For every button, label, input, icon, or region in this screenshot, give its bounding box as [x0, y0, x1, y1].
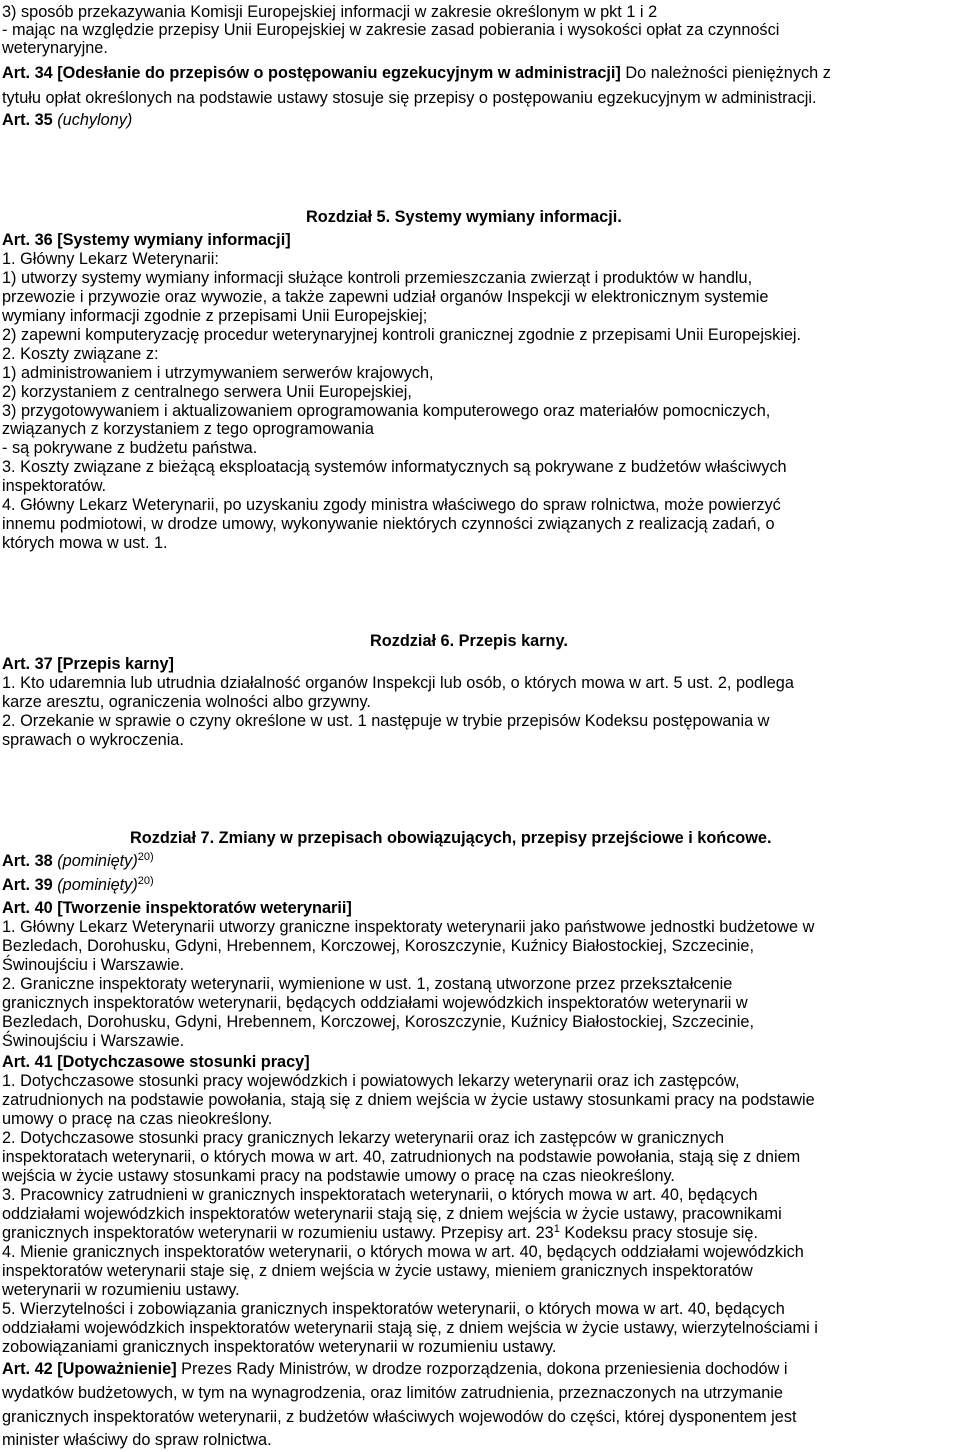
art38-footnote-ref: 20) — [137, 851, 154, 863]
art36-line: 1. Główny Lekarz Weterynarii: — [2, 250, 219, 268]
art37-heading: Art. 37 [Przepis karny] — [2, 655, 174, 673]
chapter7-heading: Rozdział 7. Zmiany w przepisach obowiązujących, przepisy przejściowe i końcowe. — [130, 829, 772, 847]
art40-line: granicznych inspektoratów weterynarii, będących oddziałami wojewódzkich inspektoratów weterynarii w — [2, 994, 748, 1012]
art41-line: 2. Dotychczasowe stosunki pracy granicznych lekarzy weterynarii oraz ich zastępców w granicznych — [2, 1129, 725, 1147]
art42-title: [Upoważnienie] — [57, 1360, 177, 1378]
art41-line — [2, 1223, 758, 1243]
art36-line: przewozie i przywozie oraz wywozie, a także zapewni udział organów Inspekcji w elektronicznym systemie — [2, 288, 769, 306]
art42-number: Art. 42 — [2, 1360, 53, 1378]
art36-line: inspektoratów. — [2, 477, 107, 495]
art41-line: inspektoratach weterynarii, o których mowa w art. 40, zatrudnionych na podstawie powołania, stają się z dniem — [2, 1148, 801, 1166]
art34-text: Do należności pieniężnych z — [625, 64, 831, 82]
art41-line: inspektoratów weterynarii staje się, z dniem wejścia w życie ustawy, mieniem granicznych inspektoratów — [2, 1262, 753, 1280]
art38-note: (pominięty) — [57, 852, 138, 870]
art37-line: 2. Orzekanie w sprawie o czyny określone w ust. 1 następuje w trybie przepisów Kodeksu postępowania w — [2, 712, 770, 730]
art42-line: minister właściwy do spraw rolnictwa. — [2, 1431, 272, 1449]
art38-line — [2, 851, 154, 871]
art36-line: 4. Główny Lekarz Weterynarii, po uzyskaniu zgody ministra właściwego do spraw rolnictwa, może powierzyć — [2, 496, 781, 514]
art41-line: 3. Pracownicy zatrudnieni w granicznych inspektoratach weterynarii, o których mowa w art. 40, będących — [2, 1186, 758, 1204]
art41-line: zobowiązaniami granicznych inspektoratów weterynarii w rozumieniu ustawy. — [2, 1338, 557, 1356]
art33-dash-line: - mając na względzie przepisy Unii Europejskiej w zakresie zasad pobierania i wysokości opłat za czynności — [2, 21, 780, 39]
art36-line: 1) utworzy systemy wymiany informacji służące kontroli przemieszczania zwierząt i produktów w handlu, — [2, 269, 753, 287]
art41-superscript: 1 — [553, 1223, 560, 1235]
art36-line: 2) korzystaniem z centralnego serwera Unii Europejskiej, — [2, 383, 412, 401]
art33-dash-line-cont: weterynaryjne. — [2, 39, 108, 57]
art36-line: - są pokrywane z budżetu państwa. — [2, 439, 258, 457]
art36-line: 2. Koszty związane z: — [2, 345, 159, 363]
art36-line: 3) przygotowywaniem i aktualizowaniem oprogramowania komputerowego oraz materiałów pomocniczych, — [2, 402, 771, 420]
art34-number: Art. 34 — [2, 64, 53, 82]
art41-line: oddziałami wojewódzkich inspektoratów weterynarii stają się, z dniem wejścia w życie ustawy, pracownikami — [2, 1205, 782, 1223]
art34-line — [2, 63, 831, 83]
art34-text-cont: tytułu opłat określonych na podstawie ustawy stosuje się przepisy o postępowaniu egzekucyjnym w administracji. — [2, 89, 817, 107]
art40-line: Bezledach, Dorohusku, Gdyni, Hrebennem, Korczowej, Koroszczynie, Kuźnicy Białostockiej, Szczecinie, — [2, 937, 754, 955]
art36-line: innemu podmiotowi, w drodze umowy, wykonywanie niektórych czynności związanych z realizacją zadań, o — [2, 515, 775, 533]
art39-line — [2, 875, 154, 895]
art40-heading: Art. 40 [Tworzenie inspektoratów weterynarii] — [2, 899, 352, 917]
chapter5-heading: Rozdział 5. Systemy wymiany informacji. — [306, 208, 622, 226]
art40-line: Bezledach, Dorohusku, Gdyni, Hrebennem, Korczowej, Koroszczynie, Kuźnicy Białostockiej, Szczecinie, — [2, 1013, 754, 1031]
art41-line: 5. Wierzytelności i zobowiązania granicznych inspektoratów weterynarii, o których mowa w art. 40, będących — [2, 1300, 785, 1318]
art36-line: wymiany informacji zgodnie z przepisami Unii Europejskiej; — [2, 307, 428, 325]
art36-line: których mowa w ust. 1. — [2, 534, 168, 552]
art41-line: 4. Mienie granicznych inspektoratów weterynarii, o których mowa w art. 40, będących oddziałami wojewódzkich — [2, 1243, 804, 1261]
art36-line: 2) zapewni komputeryzację procedur weterynaryjnej kontroli granicznej zgodnie z przepisami Unii Europejskiej. — [2, 326, 802, 344]
art42-line: granicznych inspektoratów weterynarii, z budżetów właściwych wojewodów do części, której dysponentem jest — [2, 1408, 797, 1426]
art36-line: 1) administrowaniem i utrzymywaniem serwerów krajowych, — [2, 364, 434, 382]
art41-line: 1. Dotychczasowe stosunki pracy wojewódzkich i powiatowych lekarzy weterynarii oraz ich zastępców, — [2, 1072, 740, 1090]
art35-note: (uchylony) — [57, 111, 133, 129]
art42-line: wydatków budżetowych, w tym na wynagrodzenia, oraz limitów zatrudnienia, przeznaczonych na utrzymanie — [2, 1384, 783, 1402]
art35-line — [2, 110, 132, 130]
art41-text: granicznych inspektoratów weterynarii w rozumieniu ustawy. Przepisy art. 23 — [2, 1224, 554, 1242]
art41-line: oddziałami wojewódzkich inspektoratów weterynarii stają się, z dniem wejścia w życie ustawy, wierzytelnościami i — [2, 1319, 818, 1337]
art42-text: Prezes Rady Ministrów, w drodze rozporządzenia, dokona przeniesienia dochodów i — [181, 1360, 788, 1378]
art38-number: Art. 38 — [2, 852, 53, 870]
art36-line: 3. Koszty związane z bieżącą eksploatacją systemów informatycznych są pokrywane z budżetów właściwych — [2, 458, 787, 476]
art42-line — [2, 1359, 788, 1379]
art37-line: karze aresztu, ograniczenia wolności albo grzywny. — [2, 693, 371, 711]
art41-line: weterynarii w rozumieniu ustawy. — [2, 1281, 240, 1299]
art40-line: 2. Graniczne inspektoraty weterynarii, wymienione w ust. 1, zostaną utworzone przez przekształcenie — [2, 975, 733, 993]
art39-footnote-ref: 20) — [137, 875, 154, 887]
art41-line: wejścia w życie ustawy stosunkami pracy na podstawie umowy o pracę na czas nieokreślony. — [2, 1167, 675, 1185]
art40-line: 1. Główny Lekarz Weterynarii utworzy graniczne inspektoraty weterynarii jako państwowe jednostki budżetowe w — [2, 918, 815, 936]
art36-line: związanych z korzystaniem z tego oprogramowania — [2, 420, 374, 438]
art34-title: [Odesłanie do przepisów o postępowaniu egzekucyjnym w administracji] — [57, 64, 621, 82]
art36-heading: Art. 36 [Systemy wymiany informacji] — [2, 231, 291, 249]
chapter6-heading: Rozdział 6. Przepis karny. — [370, 632, 568, 650]
art41-line: umowy o pracę na czas nieokreślony. — [2, 1110, 273, 1128]
art40-line: Świnoujściu i Warszawie. — [2, 1032, 185, 1050]
art37-line: sprawach o wykroczenia. — [2, 731, 184, 749]
art33-item3: 3) sposób przekazywania Komisji Europejskiej informacji w zakresie określonym w pkt 1 i 2 — [2, 3, 658, 21]
art41-heading: Art. 41 [Dotychczasowe stosunki pracy] — [2, 1053, 310, 1071]
art39-note: (pominięty) — [57, 876, 138, 894]
art40-line: Świnoujściu i Warszawie. — [2, 956, 185, 974]
art41-text-cont: Kodeksu pracy stosuje się. — [559, 1224, 759, 1242]
art35-number: Art. 35 — [2, 111, 53, 129]
art41-line: zatrudnionych na podstawie powołania, stają się z dniem wejścia w życie ustawy stosunkami pracy na podstawie — [2, 1091, 815, 1109]
art37-line: 1. Kto udaremnia lub utrudnia działalność organów Inspekcji lub osób, o których mowa w art. 5 ust. 2, podlega — [2, 674, 794, 692]
art39-number: Art. 39 — [2, 876, 53, 894]
